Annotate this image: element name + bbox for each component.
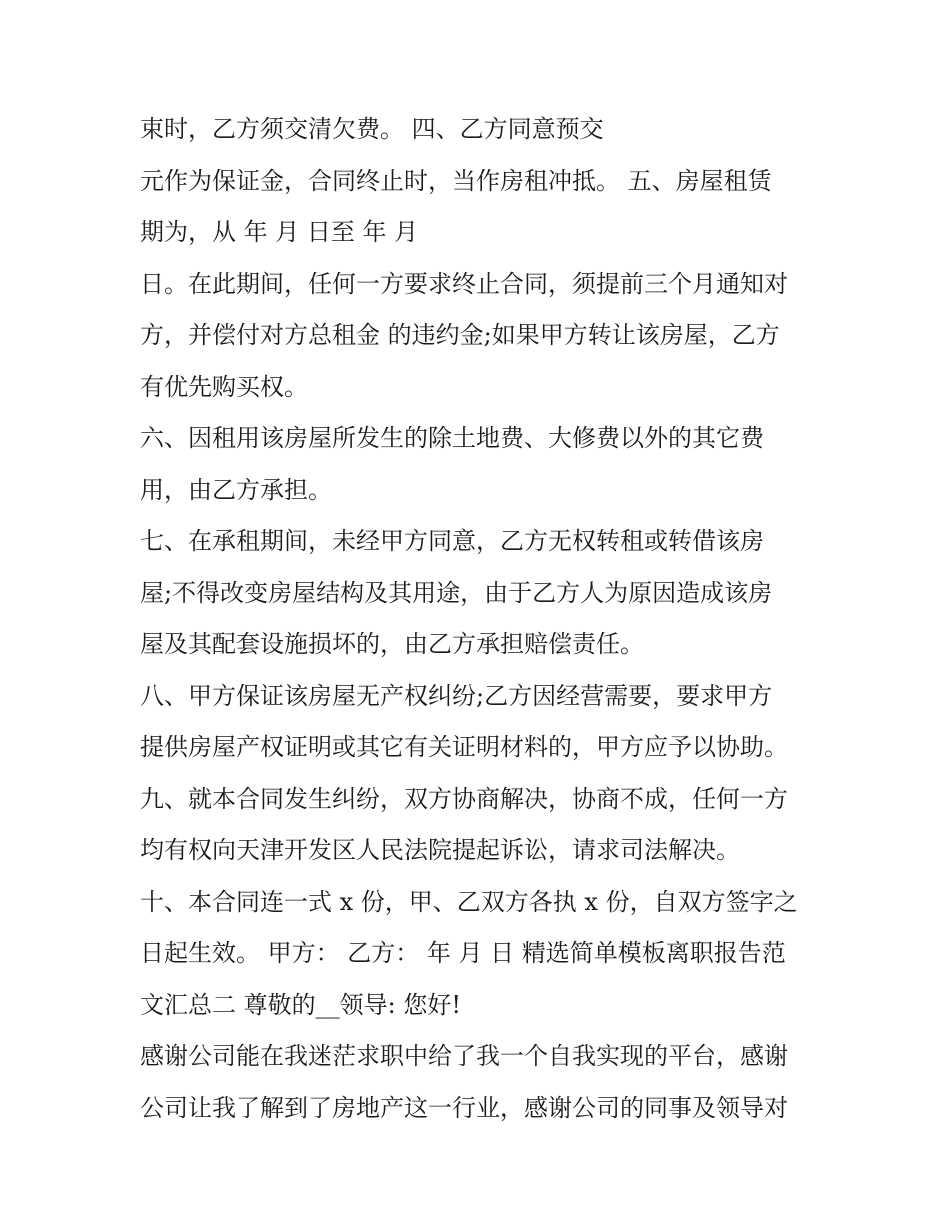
text-line: 用，由乙方承担。: [140, 475, 332, 504]
document-body: [140, 104, 830, 1134]
text-line: 提供房屋产权证明或其它有关证明材料的，甲方应予以协助。: [140, 733, 788, 761]
text-line: 束时，乙方须交清欠费。 四、乙方同意预交: [140, 115, 604, 143]
text-line: 九、就本合同发生纠纷，双方协商解决，协商不成，任何一方: [140, 784, 788, 813]
text-line: 期为，从 年 月 日至 年 月: [140, 218, 419, 246]
text-line: 文汇总二 尊敬的__领导: 您好!: [140, 990, 461, 1019]
text-line: 均有权向天津开发区人民法院提起诉讼，请求司法解决。: [140, 836, 740, 864]
text-line: 六、因租用该房屋所发生的除土地费、大修费以外的其它费: [140, 424, 764, 452]
text-line: 元作为保证金，合同终止时，当作房租冲抵。 五、房屋租赁: [140, 166, 772, 195]
text-line: 屋;不得改变房屋结构及其用途，由于乙方人为原因造成该房: [140, 578, 773, 607]
text-line: 八、甲方保证该房屋无产权纠纷;乙方因经营需要，要求甲方: [140, 681, 773, 710]
text-line: 十、本合同连一式 x 份，甲、乙双方各执 x 份，自双方签字之: [140, 887, 798, 916]
text-line: 七、在承租期间，未经甲方同意，乙方无权转租或转借该房: [140, 527, 764, 555]
text-line: 屋及其配套设施损坏的，由乙方承担赔偿责任。: [140, 630, 644, 658]
text-line: 日起生效。 甲方： 乙方： 年 月 日 精选简单模板离职报告范: [140, 939, 786, 967]
text-line: 有优先购买权。: [140, 372, 308, 401]
text-line: 日。在此期间，任何一方要求终止合同，须提前三个月通知对: [140, 269, 788, 298]
text-line: 方，并偿付对方总租金 的违约金;如果甲方转让该房屋，乙方: [140, 321, 780, 349]
text-line: 公司让我了解到了房地产这一行业，感谢公司的同事及领导对: [140, 1093, 788, 1122]
text-line: 感谢公司能在我迷茫求职中给了我一个自我实现的平台，感谢: [140, 1042, 788, 1070]
